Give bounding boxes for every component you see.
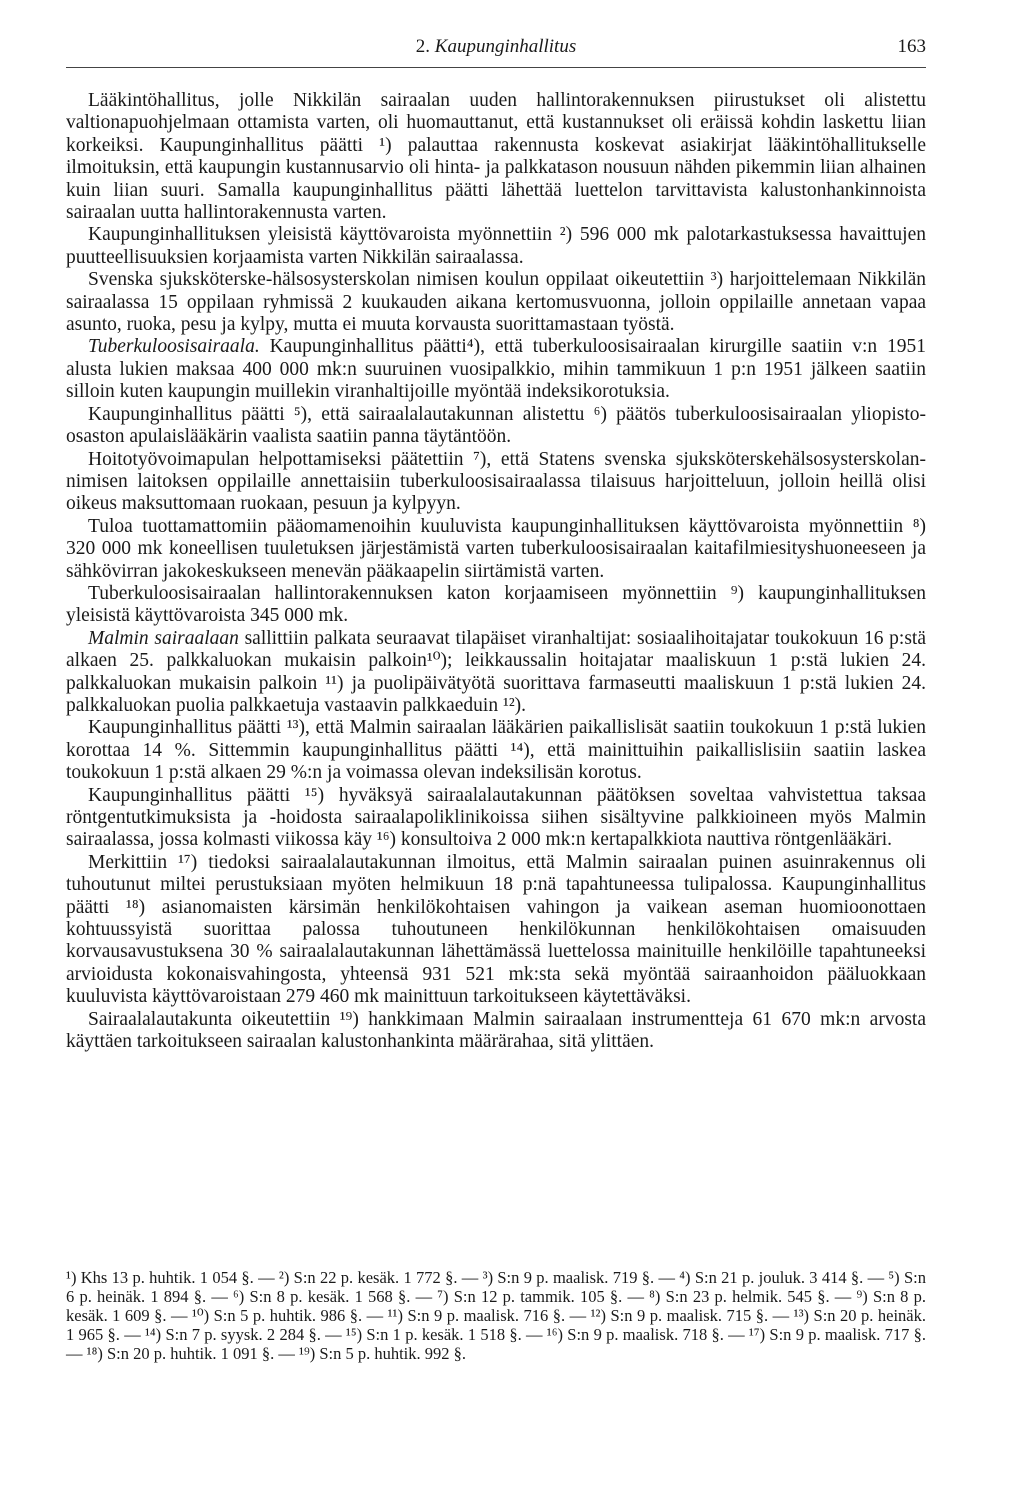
paragraph — [66, 336, 926, 403]
paragraph: Merkittiin ¹⁷) tiedoksi sairaalalautakunnan ilmoitus, että Malmin sairaalan puinen asuinrakennus oli tuhoutunut miltei perustuksiaan myöten helmikuun 18 p:nä tapahtuneessa tulipalossa. Kaupunginhallitus päätti ¹⁸) asianomaisten kärsimän henkilökohtaisen vahingon ja vaikean aseman huomioonottaen kohtuussyistä suorittaa palossa tuhoutuneen henkilökunnan henkilökohtaisen omaisuuden korvausavustuksena 30 % sairaalalautakunnan lähettämässä luettelossa mainituille henkilöille tapahtuneeksi arvioidusta kokonaisvahingosta, yhteensä 931 521 mk:sta sekä myöntää sairaanhoidon pääluokkaan kuuluvista käyttövaroistaan 279 460 mk mainittuun tarkoitukseen käytettäväksi. — [66, 851, 926, 1008]
paragraph: Kaupunginhallitus päätti ¹⁵) hyväksyä sairaalalautakunnan päätöksen soveltaa vahvistettua taksaa röntgentutkimuksista ja -hoidosta sairaalapoliklinikoissa siihen sisältyvine palkkioineen myös Malmin sairaalassa, jossa kolmasti viikossa käy ¹⁶) konsultoiva 2 000 mk:n kertapalkkiota nauttiva röntgenlääkäri. — [66, 784, 926, 851]
paragraph-text: sallittiin palkata seuraavat tilapäiset viranhaltijat: sosiaalihoitajatar toukokuun 16 p:stä alkaen 25. palkkaluokan mukaisin palkoin¹⁰); leikkaussalin hoitajatar maaliskuun 1 p:stä lukien 24. palkkaluokan mukaisin palkoin ¹¹) ja puolipäivätyötä suorittava farmaseutti maaliskuun 1 p:stä lukien 24. palkkaluokan puolia palkkaetuja vastaavin palkkaeduin ¹²). — [66, 627, 926, 716]
section-title: Kaupunginhallitus — [434, 36, 577, 57]
page-number: 163 — [897, 36, 926, 57]
paragraph-text: Kaupunginhallitus päätti⁴), että tuberkuloosisairaalan kirurgille saatiin v:n 1951 alusta lukien maksaa 400 000 mk:n suuruinen vuosipalkkio, mihin tammikuun 1 p:n 1951 jälkeen saatiin silloin kuten kaupungin muillekin viranhaltijoille myöntää indeksikorotuksia. — [66, 336, 926, 403]
paragraph: Sairaalalautakunta oikeutettiin ¹⁹) hankkimaan Malmin sairaalaan instrumentteja 61 670 mk:n arvosta käyttäen tarkoitukseen sairaalan kalustonhankinta määrärahaa, sitä ylittäen. — [66, 1008, 926, 1053]
paragraph-lead-italic: Tuberkuloosisairaala. — [88, 336, 260, 358]
paragraph — [66, 628, 926, 718]
section-heading — [66, 36, 926, 58]
paragraph: Svenska sjuksköterske-hälsosysterskolan nimisen koulun oppilaat oikeutettiin ³) harjoittelemaan Nikkilän sairaalassa 15 oppilaan ryhmissä 2 kuukauden aikana kertomusvuonna, jolloin oppilaille annetaan vapaa asunto, ruoka, pesu ja kylpy, mutta ei muuta korvausta suorittamastaan työstä. — [66, 269, 926, 336]
paragraph-lead-italic: Malmin sairaalaan — [88, 627, 239, 649]
running-header — [66, 36, 926, 66]
paragraph: Kaupunginhallituksen yleisistä käyttövaroista myönnettiin ²) 596 000 mk palotarkastuksessa havaittujen puutteellisuuksien korjaamista varten Nikkilän sairaalassa. — [66, 224, 926, 268]
paragraph: Kaupunginhallitus päätti ⁵), että sairaalalautakunnan alistettu ⁶) päätös tuberkuloosisairaalan yliopisto-osaston apulaislääkärin vaalista saatiin panna täytäntöön. — [66, 403, 926, 448]
section-number: 2. — [415, 36, 431, 57]
body-text — [66, 90, 926, 1053]
footnotes: ¹) Khs 13 p. huhtik. 1 054 §. — ²) S:n 22 p. kesäk. 1 772 §. — ³) S:n 9 p. maalisk. 719 §. — ⁴) S:n 21 p. jouluk. 3 414 §. — ⁵) S:n 6 p. heinäk. 1 894 §. — ⁶) S:n 8 p. kesäk. 1 568 §. — ⁷) S:n 12 p. tammik. 105 §. — ⁸) S:n 23 p. helmik. 545 §. — ⁹) S:n 8 p. kesäk. 1 609 §. — ¹⁰) S:n 5 p. huhtik. 986 §. — ¹¹) S:n 9 p. maalisk. 716 §. — ¹²) S:n 9 p. maalisk. 715 §. — ¹³) S:n 20 p. heinäk. 1 965 §. — ¹⁴) S:n 7 p. syysk. 2 284 §. — ¹⁵) S:n 1 p. kesäk. 1 518 §. — ¹⁶) S:n 9 p. maalisk. 718 §. — ¹⁷) S:n 9 p. maalisk. 717 §. — ¹⁸) S:n 20 p. huhtik. 1 091 §. — ¹⁹) S:n 5 p. huhtik. 992 §. — [66, 1268, 926, 1363]
paragraph: Tuberkuloosisairaalan hallintorakennuksen katon korjaamiseen myönnettiin ⁹) kaupunginhallituksen yleisistä käyttövaroista 345 000 mk. — [66, 582, 926, 627]
paragraph: Kaupunginhallitus päätti ¹³), että Malmin sairaalan lääkärien paikallislisät saatiin toukokuun 1 p:stä lukien korottaa 14 %. Sittemmin kaupunginhallitus päätti ¹⁴), että mainittuihin paikallislisiin saatiin laskea toukokuun 1 p:stä alkaen 29 %:n ja voimassa olevan indeksilisän korotus. — [66, 717, 926, 784]
paragraph: Lääkintöhallitus, jolle Nikkilän sairaalan uuden hallintorakennuksen piirustukset oli alistettu valtionapuohjelmaan ottamista varten, oli huomauttanut, että kustannukset oli eräissä kohdin laskettu liian korkeiksi. Kaupunginhallitus päätti ¹) palauttaa rakennusta koskevat asiakirjat lääkintöhallitukselle ilmoituksin, että kaupungin kustannusarvio oli hinta- ja palkkatason nousuun nähden pikemmin liian alhainen kuin liian suuri. Samalla kaupunginhallitus päätti lähettää luettelon tarvittavista kalustonhankinnoista sairaalan uutta hallintorakennusta varten. — [66, 90, 926, 224]
paragraph: Tuloa tuottamattomiin pääomamenoihin kuuluvista kaupunginhallituksen käyttövaroista myönnettiin ⁸) 320 000 mk koneellisen tuuletuksen järjestämistä varten tuberkuloosisairaalan kaitafilmiesityshuoneeseen ja sähkövirran jakokeskukseen menevän pääkaapelin siirtämistä varten. — [66, 515, 926, 582]
paragraph: Hoitotyövoimapulan helpottamiseksi päätettiin ⁷), että Statens svenska sjuksköterskehälsosysterskolan-nimisen laitoksen oppilaille annettaisiin tuberkuloosisairaalassa tilaisuus harjoitteluun, jolloin heillä olisi oikeus maksuttomaan ruokaan, pesuun ja kylpyyn. — [66, 448, 926, 515]
header-rule — [66, 67, 926, 68]
